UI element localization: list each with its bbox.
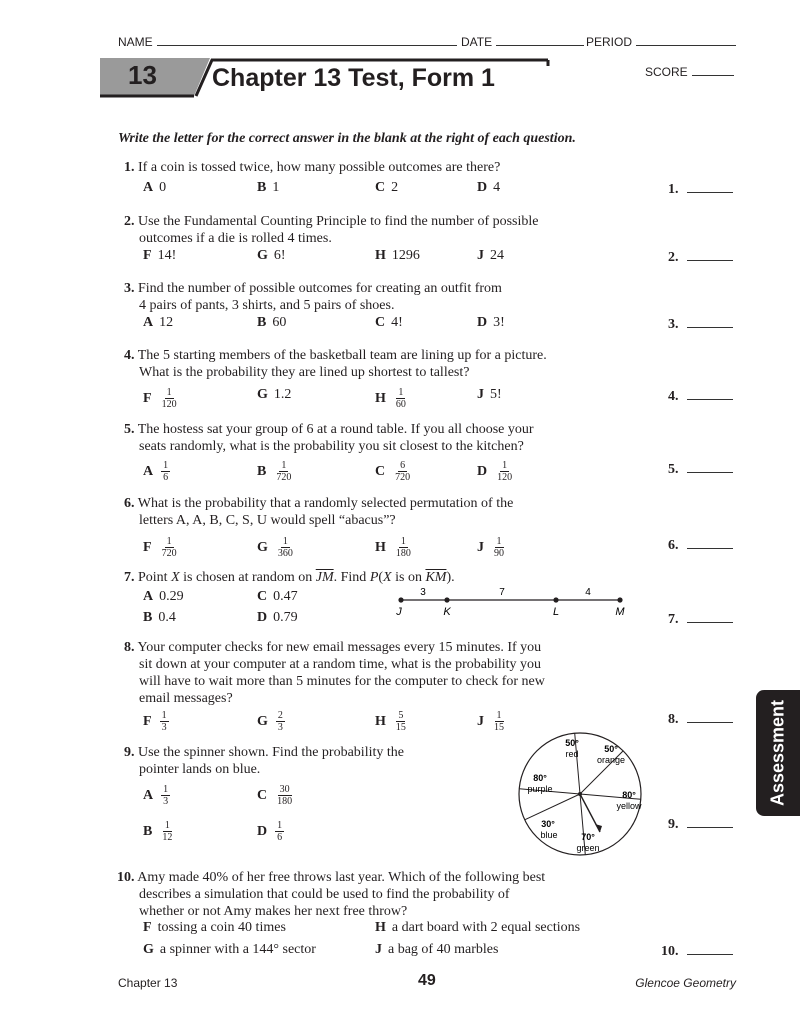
question-text: If a coin is tossed twice, how many possible outcomes are there? — [138, 160, 501, 175]
pointer-arrow-icon — [595, 824, 602, 832]
question-text: X — [171, 570, 180, 585]
question-9 — [124, 744, 404, 778]
question-number: 2. — [124, 214, 135, 229]
question-10 — [117, 869, 545, 920]
option-6g[interactable]: G $\frac{1}{360}$ — [257, 536, 293, 559]
question-text: letters A, A, B, C, S, U would spell “abacus”? — [139, 513, 396, 528]
answer-blank-3[interactable]: 3. — [668, 315, 733, 333]
point-k — [444, 597, 449, 602]
footer-publisher: Glencoe Geometry — [635, 976, 736, 990]
option-1d[interactable]: D 4 — [477, 180, 501, 195]
date-field — [461, 35, 584, 49]
option-8f[interactable]: F $\frac{1}{3}$ — [143, 710, 167, 733]
question-text: What is the probability that a randomly selected permutation of the — [137, 496, 514, 511]
answer-blank-10[interactable]: 10. — [661, 942, 733, 960]
option-5c[interactable]: C $\frac{6}{720}$ — [375, 460, 411, 483]
option-7c[interactable]: C 0.47 — [257, 589, 298, 604]
question-text: ( — [378, 570, 384, 585]
option-2f[interactable]: F 14! — [143, 248, 177, 263]
option-10j[interactable]: J a bag of 40 marbles — [375, 942, 499, 957]
question-text: is on — [391, 570, 426, 585]
option-2h[interactable]: H 1296 — [375, 248, 420, 263]
option-8h[interactable]: H $\frac{5}{15}$ — [375, 710, 406, 733]
period-line[interactable] — [636, 35, 736, 46]
chapter-number: 13 — [128, 60, 157, 90]
question-text: Find the number of possible outcomes for creating an outfit from — [138, 281, 502, 296]
score-field — [645, 65, 734, 79]
option-4j[interactable]: J 5! — [477, 387, 502, 402]
question-number: 8. — [124, 640, 135, 655]
question-text: The 5 starting members of the basketball team are lining up for a picture. — [137, 348, 547, 363]
option-4f[interactable]: F $\frac{1}{120}$ — [143, 387, 177, 410]
period-label: PERIOD — [586, 35, 633, 49]
question-text: email messages? — [139, 691, 233, 706]
point-j — [398, 597, 403, 602]
question-3 — [124, 280, 502, 314]
label-k: K — [443, 606, 451, 618]
option-7a[interactable]: A 0.29 — [143, 589, 184, 604]
spinner-diagram — [512, 728, 662, 868]
label-m: M — [615, 606, 625, 618]
option-10f[interactable]: F tossing a coin 40 times — [143, 920, 286, 935]
page-title: Chapter 13 Test, Form 1 — [212, 64, 495, 92]
answer-blank-6[interactable]: 6. — [668, 536, 733, 554]
question-number: 5. — [124, 422, 135, 437]
spinner-center — [578, 792, 582, 796]
question-text: whether or not Amy makes her next free throw? — [139, 904, 408, 919]
question-5 — [124, 421, 534, 455]
period-field — [586, 35, 736, 49]
option-2j[interactable]: J 24 — [477, 248, 504, 263]
option-3a[interactable]: A 12 — [143, 315, 174, 330]
option-2g[interactable]: G 6! — [257, 248, 286, 263]
question-text: Use the Fundamental Counting Principle to find the number of possible — [138, 214, 539, 229]
question-text: ). — [446, 570, 455, 585]
question-text: Point — [138, 570, 172, 585]
segment-km: $\overline{KM}$ — [425, 570, 447, 585]
sector-yellow-degree: 80° — [622, 790, 636, 800]
sector-purple-degree: 80° — [533, 773, 547, 783]
question-text: seats randomly, what is the probability you sit closest to the kitchen? — [139, 439, 524, 454]
sector-green-label: green — [576, 843, 600, 853]
sector-red-degree: 50° — [565, 738, 579, 748]
sector-yellow-label: yellow — [616, 801, 642, 811]
assessment-tab — [756, 690, 800, 816]
question-text: What is the probability they are lined up shortest to tallest? — [139, 365, 470, 380]
sector-green-degree: 70° — [581, 832, 595, 842]
option-4h[interactable]: H $\frac{1}{60}$ — [375, 387, 406, 410]
segment-jm: $\overline{JM}$ — [315, 570, 334, 585]
option-8j[interactable]: J $\frac{1}{15}$ — [477, 710, 504, 733]
segment-diagram — [390, 584, 630, 620]
answer-blank-1[interactable]: 1. — [668, 180, 733, 198]
question-6 — [124, 495, 513, 529]
score-label: SCORE — [645, 65, 688, 79]
question-4 — [124, 347, 547, 381]
answer-blank-4[interactable]: 4. — [668, 387, 733, 405]
option-9d[interactable]: D $\frac{1}{6}$ — [257, 820, 283, 843]
question-2 — [124, 213, 539, 247]
option-7b[interactable]: B 0.4 — [143, 610, 176, 625]
answer-blank-7[interactable]: 7. — [668, 610, 733, 628]
question-text: P — [369, 570, 379, 585]
answer-blank-2[interactable]: 2. — [668, 248, 733, 266]
option-6j[interactable]: J $\frac{1}{90}$ — [477, 536, 504, 559]
length-jk: 3 — [420, 587, 426, 598]
answer-blank-9[interactable]: 9. — [668, 815, 733, 833]
question-text: outcomes if a die is rolled 4 times. — [139, 231, 332, 246]
question-number: 3. — [124, 281, 135, 296]
answer-blank-8[interactable]: 8. — [668, 710, 733, 728]
sector-red-label: red — [565, 749, 579, 759]
length-lm: 4 — [585, 587, 591, 598]
question-text: 4 pairs of pants, 3 shirts, and 5 pairs of shoes. — [139, 298, 395, 313]
option-9a[interactable]: A $\frac{1}{3}$ — [143, 784, 169, 807]
spinner-divider-5 — [525, 794, 580, 820]
name-field — [118, 35, 457, 49]
option-3b[interactable]: B 60 — [257, 315, 287, 330]
assessment-tab-label: Assessment — [767, 699, 788, 807]
name-line[interactable] — [157, 35, 457, 46]
option-10g[interactable]: G a spinner with a 144° sector — [143, 942, 316, 957]
question-number: 1. — [124, 160, 135, 175]
question-1 — [124, 159, 500, 176]
sector-orange-label: orange — [596, 755, 626, 765]
question-text: describes a simulation that could be used to find the probability of — [139, 887, 510, 902]
question-text: will have to wait more than 5 minutes for the computer to check for new — [139, 674, 545, 689]
label-j: J — [396, 606, 402, 618]
option-5d[interactable]: D $\frac{1}{120}$ — [477, 460, 513, 483]
date-line[interactable] — [496, 35, 584, 46]
question-text: Use the spinner shown. Find the probability the — [138, 745, 404, 760]
option-1c[interactable]: C 2 — [375, 180, 399, 195]
option-3c[interactable]: C 4! — [375, 315, 403, 330]
question-text: pointer lands on blue. — [139, 762, 261, 777]
point-l — [553, 597, 558, 602]
sector-blue-degree: 30° — [541, 819, 555, 829]
question-number: 4. — [124, 348, 135, 363]
question-text: Amy made 40% of her free throws last year. Which of the following best — [137, 870, 546, 885]
instructions: Write the letter for the correct answer in the blank at the right of each question. — [118, 131, 576, 146]
question-number: 6. — [124, 496, 135, 511]
question-text: sit down at your computer at a random time, what is the probability you — [139, 657, 542, 672]
question-text: Your computer checks for new email messages every 15 minutes. If you — [137, 640, 542, 655]
label-l: L — [552, 606, 560, 618]
option-8g[interactable]: G $\frac{2}{3}$ — [257, 710, 283, 733]
option-1b[interactable]: B 1 — [257, 180, 280, 195]
sector-purple-label: purple — [527, 784, 553, 794]
question-number: 7. — [124, 570, 135, 585]
score-line[interactable] — [692, 65, 734, 76]
sector-orange-degree: 50° — [604, 744, 618, 754]
answer-blank-5[interactable]: 5. — [668, 460, 733, 478]
footer-chapter: Chapter 13 — [118, 976, 178, 990]
option-3d[interactable]: D 3! — [477, 315, 505, 330]
option-9c[interactable]: C $\frac{30}{180}$ — [257, 784, 293, 807]
page-number: 49 — [418, 972, 436, 989]
option-5b[interactable]: B $\frac{1}{720}$ — [257, 460, 292, 483]
sector-blue-label: blue — [540, 830, 558, 840]
option-9b[interactable]: B $\frac{1}{12}$ — [143, 820, 173, 843]
name-label: NAME — [118, 35, 153, 49]
option-6f[interactable]: F $\frac{1}{720}$ — [143, 536, 177, 559]
option-4g[interactable]: G 1.2 — [257, 387, 292, 402]
date-label: DATE — [461, 35, 493, 49]
question-number: 10. — [117, 870, 135, 885]
option-1a[interactable]: A 0 — [143, 180, 167, 195]
length-kl: 7 — [499, 587, 505, 598]
option-6h[interactable]: H $\frac{1}{180}$ — [375, 536, 411, 559]
question-text: . Find — [333, 570, 370, 585]
question-8 — [124, 639, 545, 707]
question-number: 9. — [124, 745, 135, 760]
question-text: is chosen at random on — [179, 570, 316, 585]
point-m — [617, 597, 622, 602]
question-text: The hostess sat your group of 6 at a round table. If you all choose your — [137, 422, 534, 437]
option-5a[interactable]: A $\frac{1}{6}$ — [143, 460, 169, 483]
question-text: X — [383, 570, 392, 585]
option-7d[interactable]: D 0.79 — [257, 610, 298, 625]
option-10h[interactable]: H a dart board with 2 equal sections — [375, 920, 581, 935]
